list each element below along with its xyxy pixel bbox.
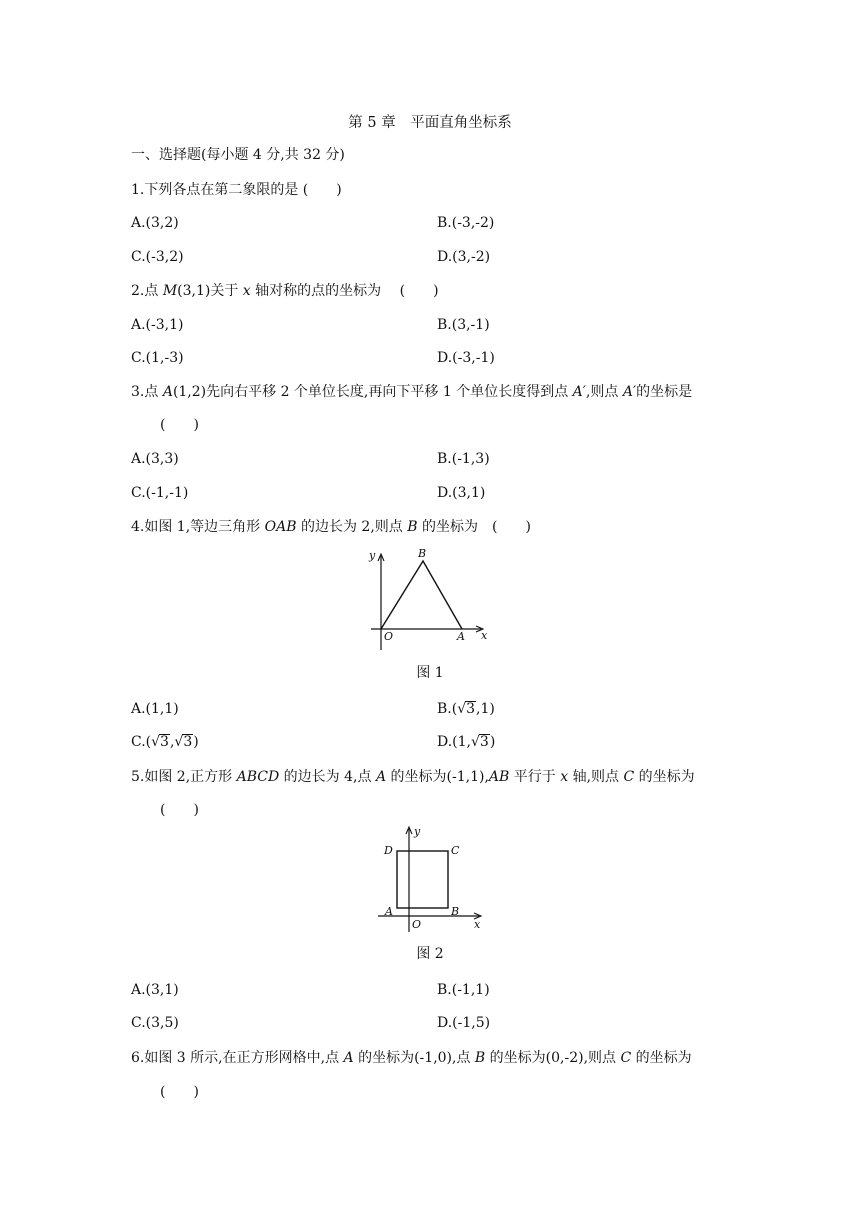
page-title: 第 5 章 平面直角坐标系 bbox=[348, 115, 512, 131]
fig2-square-abcd bbox=[397, 851, 448, 908]
question-3-stem: 3.点 A(1,2)先向右平移 2 个单位长度,再向下平移 1 个单位长度得到点 A′,则点 A′的坐标是 bbox=[131, 384, 693, 400]
q4-option-c: C.(√3,√3) bbox=[131, 734, 199, 750]
fig1-label-o: O bbox=[384, 630, 394, 643]
question-5-stem: 5.如图 2,正方形 ABCD 的边长为 4,点 A 的坐标为(-1,1),AB 平行于 x 轴,则点 C 的坐标为 bbox=[131, 769, 695, 785]
q1-option-a: A.(3,2) bbox=[131, 215, 179, 231]
figure-2-square bbox=[375, 824, 485, 934]
fig1-label-y: y bbox=[369, 549, 376, 562]
fig2-label-c: C bbox=[451, 844, 460, 857]
question-6-answer-paren: ( ) bbox=[160, 1084, 199, 1100]
fig1-label-a: A bbox=[457, 630, 465, 643]
figure-2-caption: 图 2 bbox=[416, 946, 444, 962]
q3-option-d: D.(3,1) bbox=[437, 485, 486, 501]
fig1-label-x: x bbox=[481, 629, 488, 642]
fig1-triangle-oab bbox=[381, 561, 462, 629]
section-heading: 一、选择题(每小题 4 分,共 32 分) bbox=[131, 147, 345, 163]
figure-1-caption: 图 1 bbox=[416, 665, 444, 681]
q4-option-b: B.(√3,1) bbox=[437, 701, 495, 717]
q3-option-a: A.(3,3) bbox=[131, 451, 179, 467]
fig2-label-b: B bbox=[451, 905, 460, 918]
question-4-stem: 4.如图 1,等边三角形 OAB 的边长为 2,则点 B 的坐标为 ( ) bbox=[131, 519, 531, 535]
q1-option-d: D.(3,-2) bbox=[437, 249, 491, 265]
q4-option-d: D.(1,√3) bbox=[437, 734, 496, 750]
fig2-label-d: D bbox=[384, 844, 393, 857]
question-2-stem: 2.点 M(3,1)关于 x 轴对称的点的坐标为 ( ) bbox=[131, 283, 439, 299]
question-1-stem: 1.下列各点在第二象限的是 ( ) bbox=[131, 182, 342, 198]
q2-option-b: B.(3,-1) bbox=[437, 317, 490, 333]
q1-option-b: B.(-3,-2) bbox=[437, 215, 495, 231]
fig2-label-y: y bbox=[414, 825, 421, 838]
fig1-label-b: B bbox=[418, 547, 427, 560]
question-5-answer-paren: ( ) bbox=[160, 802, 199, 818]
q3-option-c: C.(-1,-1) bbox=[131, 485, 189, 501]
fig2-label-a: A bbox=[385, 905, 393, 918]
q5-option-d: D.(-1,5) bbox=[437, 1015, 491, 1031]
q2-option-a: A.(-3,1) bbox=[131, 317, 184, 333]
fig2-label-x: x bbox=[474, 918, 481, 931]
q5-option-b: B.(-1,1) bbox=[437, 982, 490, 998]
q5-option-a: A.(3,1) bbox=[131, 982, 179, 998]
question-3-answer-paren: ( ) bbox=[160, 417, 199, 433]
q2-option-c: C.(1,-3) bbox=[131, 350, 184, 366]
q4-option-a: A.(1,1) bbox=[131, 701, 179, 717]
figure-1-triangle bbox=[365, 544, 495, 652]
q5-option-c: C.(3,5) bbox=[131, 1015, 179, 1031]
q2-option-d: D.(-3,-1) bbox=[437, 350, 495, 366]
q1-option-c: C.(-3,2) bbox=[131, 249, 184, 265]
fig2-label-o: O bbox=[412, 918, 422, 931]
q3-option-b: B.(-1,3) bbox=[437, 451, 490, 467]
question-6-stem: 6.如图 3 所示,在正方形网格中,点 A 的坐标为(-1,0),点 B 的坐标为(0,-2),则点 C 的坐标为 bbox=[131, 1050, 692, 1066]
